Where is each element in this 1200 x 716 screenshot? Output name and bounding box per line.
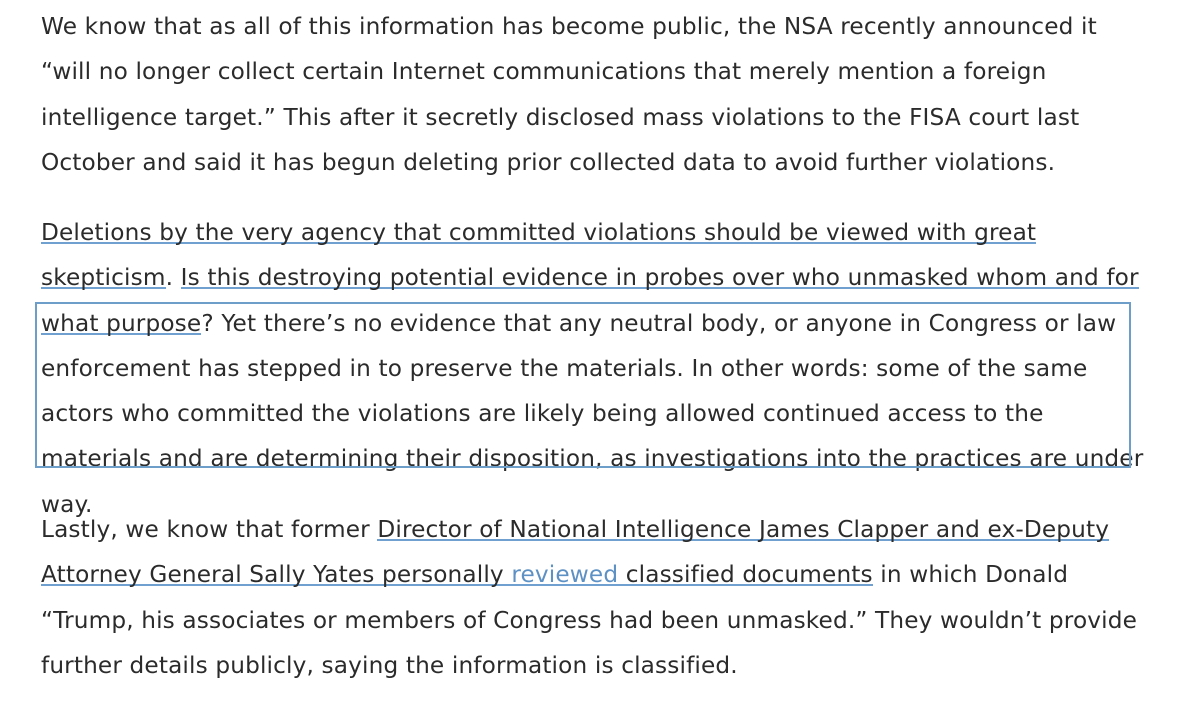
paragraph-nsa-announcement: We know that as all of this information has become public, the NSA recently announced it “will no longer collect certain Internet communications that merely mention a foreign intelligence target.” This after it secretly disclosed mass violations to the FISA court last October and said it has begun deleting prior collected data to avoid further violations. <box>41 13 1097 176</box>
paragraph-clapper-yates <box>41 507 1141 688</box>
deletions-skepticism-link[interactable]: Deletions by the very agency that committed violations should be viewed with great skepticism <box>41 219 1037 292</box>
paragraph-deletions-text: ? Yet there’s no evidence that any neutral body, or anyone in Congress or law enforcement has stepped in to preserve the materials. In other words: some of the same actors who committed the violations are likely being allowed continued access to the materials and are determining their disposition, as investigations into the practices are under way. <box>41 309 1144 518</box>
classified-documents-link[interactable]: classified documents <box>618 561 873 589</box>
paragraph-unmasked-text: in which Donald “Trump, his associates or members of Congress had been unmasked.” They wouldn’t provide further details publicly, saying the information is classified. <box>41 561 1138 679</box>
destroying-evidence-link[interactable]: Is this destroying potential evidence in probes over who unmasked whom and for what purpose <box>41 264 1139 337</box>
paragraph-lead-text: Lastly, we know that former <box>41 516 378 543</box>
reviewed-link[interactable]: reviewed <box>511 561 619 589</box>
clapper-yates-link[interactable]: Director of National Intelligence James Clapper and ex-Deputy Attorney General Sally Yates personally <box>41 516 1110 589</box>
paragraph-deletions <box>41 210 1151 527</box>
paragraph-separator: . <box>165 264 181 292</box>
